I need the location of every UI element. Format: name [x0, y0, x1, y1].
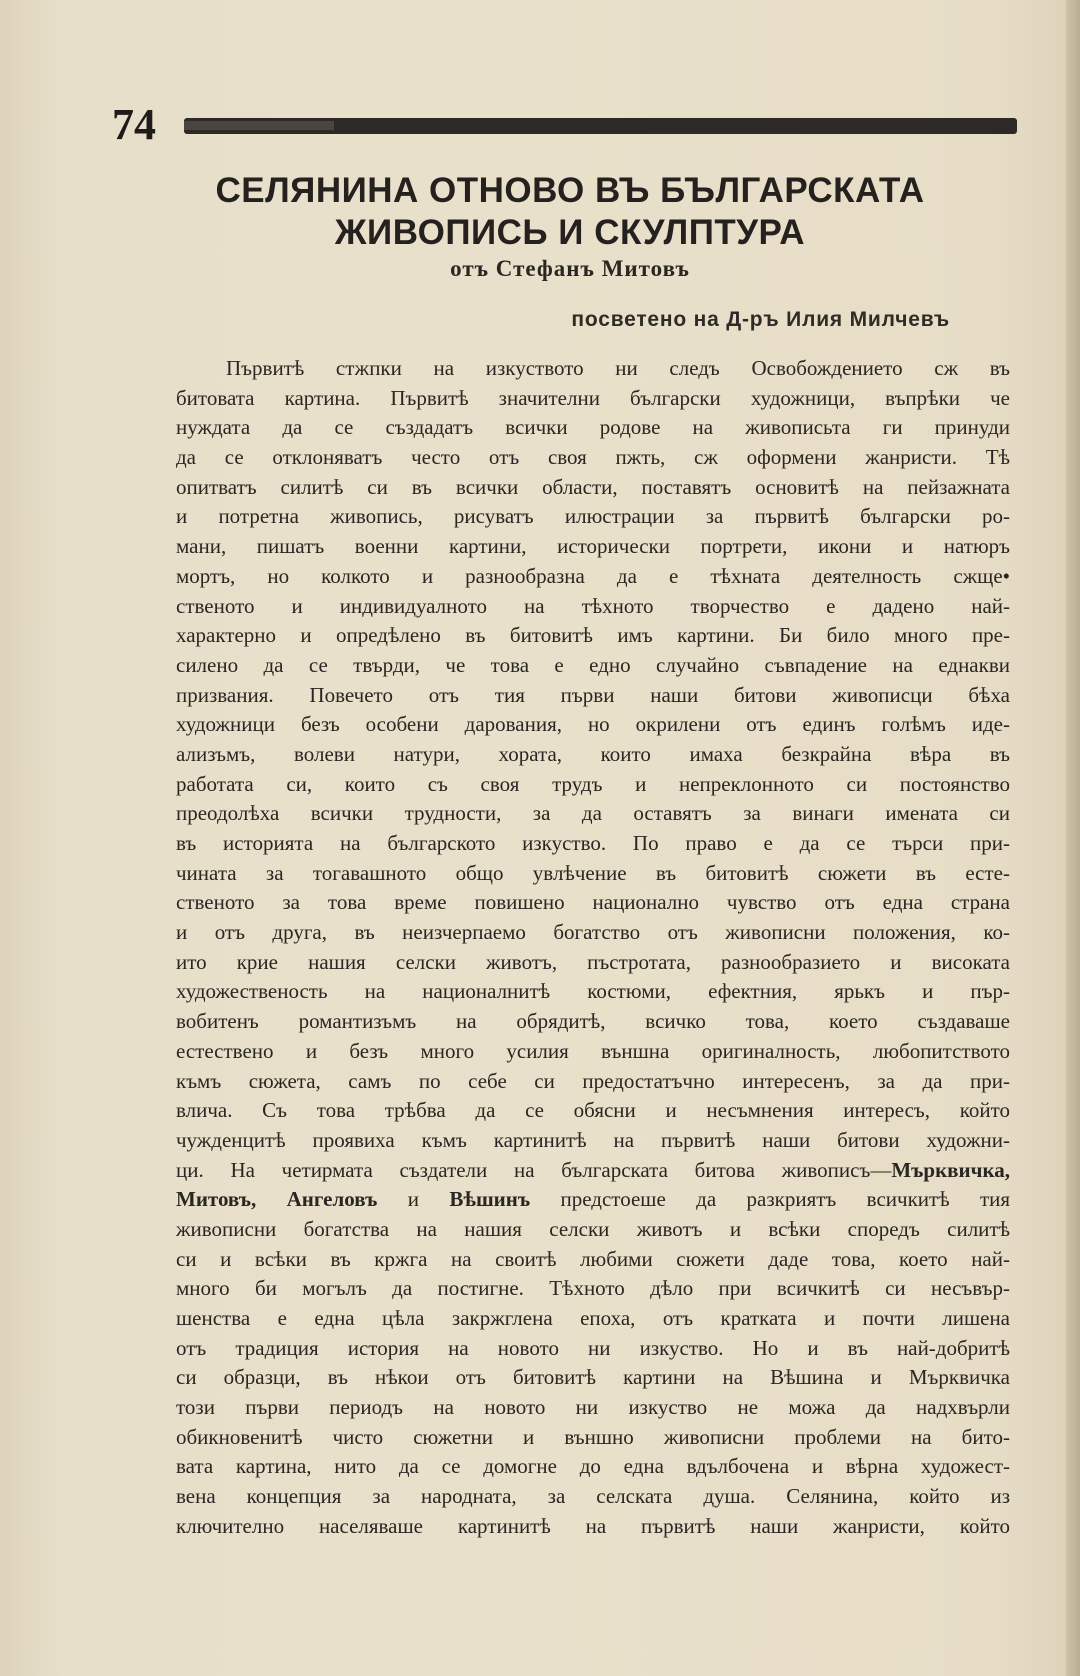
title-line-1: СЕЛЯНИНА ОТНОВО ВЪ БЪЛГАРСКАТА: [215, 171, 925, 210]
author-byline: отъ Стефанъ Митовъ: [450, 256, 690, 281]
body-line: въ историята на българското изкуство. По право е да се търси при-: [176, 831, 1010, 855]
body-line: вобитенъ романтизъмъ на обрядитѣ, всичко това, което създаваше: [176, 1009, 1010, 1034]
article-title: [160, 170, 980, 254]
body-line: битовата картина. Първитѣ значителни български художници, въпрѣки че: [176, 385, 1010, 410]
body-line: този първи периодъ на новото ни изкуство не можа да надхвърли: [176, 1395, 1010, 1420]
body-line: преодолѣха всички трудности, за да оставятъ за винаги имената си: [176, 801, 1010, 826]
page-edge-shadow: [1066, 0, 1080, 1676]
body-line: влича. Съ това трѣбва да се обясни и несъмнения интересъ, който: [176, 1098, 1010, 1123]
body-line-with-bold-names: [176, 1185, 1010, 1215]
body-line: къмъ сюжета, самъ по себе си предостатъчно интересенъ, за да при-: [176, 1068, 1010, 1093]
body-line: ключително населяваше картинитѣ на първитѣ наши жанристи, който: [176, 1513, 1010, 1538]
body-line: чината за тогавашното общо увлѣчение въ битовитѣ сюжети въ есте-: [176, 860, 1010, 885]
body-line: ализъмъ, волеви натури, хората, които имаха безкрайна вѣра въ: [176, 741, 1010, 766]
body-line: ственото и индивидуалното на тѣхното творчество е дадено най-: [176, 593, 1010, 618]
body-line-with-bold-name: [176, 1156, 1010, 1186]
body-line: естествено и безъ много усилия външна оригиналность, любопитството: [176, 1038, 1010, 1063]
body-line: си образци, въ нѣкои отъ битовитѣ картини на Вѣшина и Мърквичка: [176, 1365, 1010, 1390]
body-line: шенства е една цѣла закржглена епоха, отъ кратката и почти лишена: [176, 1306, 1010, 1330]
title-line-2: ЖИВОПИСЬ И СКУЛПТУРА: [334, 213, 806, 252]
article-body: [176, 354, 1010, 1542]
body-line: мани, пишатъ военни картини, исторически портрети, икони и натюръ: [176, 534, 1010, 559]
body-line-rest: предстоеше да разкриятъ всичкитѣ тия: [560, 1187, 1010, 1212]
body-line: художественость на националнитѣ костюми, ефектния, ярькъ и пър-: [176, 979, 1010, 1004]
body-line: работата си, които съ своя трудъ и непреклонното си постоянство: [176, 771, 1010, 796]
body-line: отъ традиция история на новото ни изкуство. Но и въ най-добритѣ: [176, 1335, 1010, 1360]
body-line: нуждата да се създадатъ всички родове на живописьта ги принуди: [176, 415, 1010, 440]
body-line: и потретна живопись, рисуватъ илюстрации за първитѣ български ро-: [176, 504, 1010, 529]
body-line: призвания. Повечето отъ тия първи наши битови живописци бѣха: [176, 682, 1010, 707]
body-line: ственото за това време повишено национално чувство отъ една страна: [176, 890, 1010, 915]
header-rule: [184, 118, 1017, 134]
body-line: си и всѣки въ кржга на своитѣ любими сюжети даде това, което най-: [176, 1246, 1010, 1271]
body-line: силено да се твърди, че това е едно случайно съвпадение на еднакви: [176, 652, 1010, 677]
body-line-prefix: ци. На четирмата създатели на българската битова живописъ—: [176, 1157, 892, 1182]
painter-name-angelov: Ангеловъ: [286, 1187, 378, 1212]
body-line: обикновенитѣ чисто сюжетни и външно живописни проблеми на бито-: [176, 1424, 1010, 1449]
page-number: 74: [112, 100, 156, 149]
body-line: много би могълъ да постигне. Тѣхното дѣло при всичкитѣ си несъвър-: [176, 1276, 1010, 1301]
body-line: да се отклоняватъ често отъ своя пжть, сж оформени жанристи. Тѣ: [176, 445, 1010, 470]
painter-name-mitov: Митовъ,: [176, 1187, 257, 1212]
body-line: живописни богатства на нашия селски животъ и всѣки споредъ силитѣ: [176, 1216, 1010, 1241]
body-line: вена концепция за народната, за селската душа. Селянина, който из: [176, 1484, 1010, 1509]
body-line: чужденцитѣ проявиха къмъ картинитѣ на първитѣ наши битови художни-: [176, 1127, 1010, 1152]
body-line: вата картина, нито да се домогне до една вдълбочена и вѣрна художест-: [176, 1454, 1010, 1479]
conjunction: и: [407, 1187, 419, 1212]
painter-name-veshin: Вѣшинъ: [449, 1187, 531, 1212]
page-header: [112, 100, 1017, 150]
body-line: характерно и опредѣлено въ битовитѣ имъ картини. Би било много пре-: [176, 623, 1010, 648]
body-line: мортъ, но колкото и разнообразна да е тѣхната деятелность сжще•: [176, 563, 1010, 588]
body-line: ито крие нашия селски животъ, пъстротата, разнообразието и високата: [176, 949, 1010, 974]
painter-name-markvichka: Мърквичка,: [891, 1157, 1010, 1182]
body-line: Първитѣ стжпки на изкуството ни следъ Освобождението сж въ: [226, 356, 1010, 380]
dedication: посветено на Д-ръ Илия Милчевъ: [571, 308, 950, 331]
body-line: художници безъ особени дарования, но окрилени отъ единъ голѣмъ иде-: [176, 712, 1010, 737]
body-line: опитватъ силитѣ си въ всички области, поставятъ основитѣ на пейзажната: [176, 474, 1010, 499]
body-line: и отъ друга, въ неизчерпаемо богатство отъ живописни положения, ко-: [176, 920, 1010, 945]
